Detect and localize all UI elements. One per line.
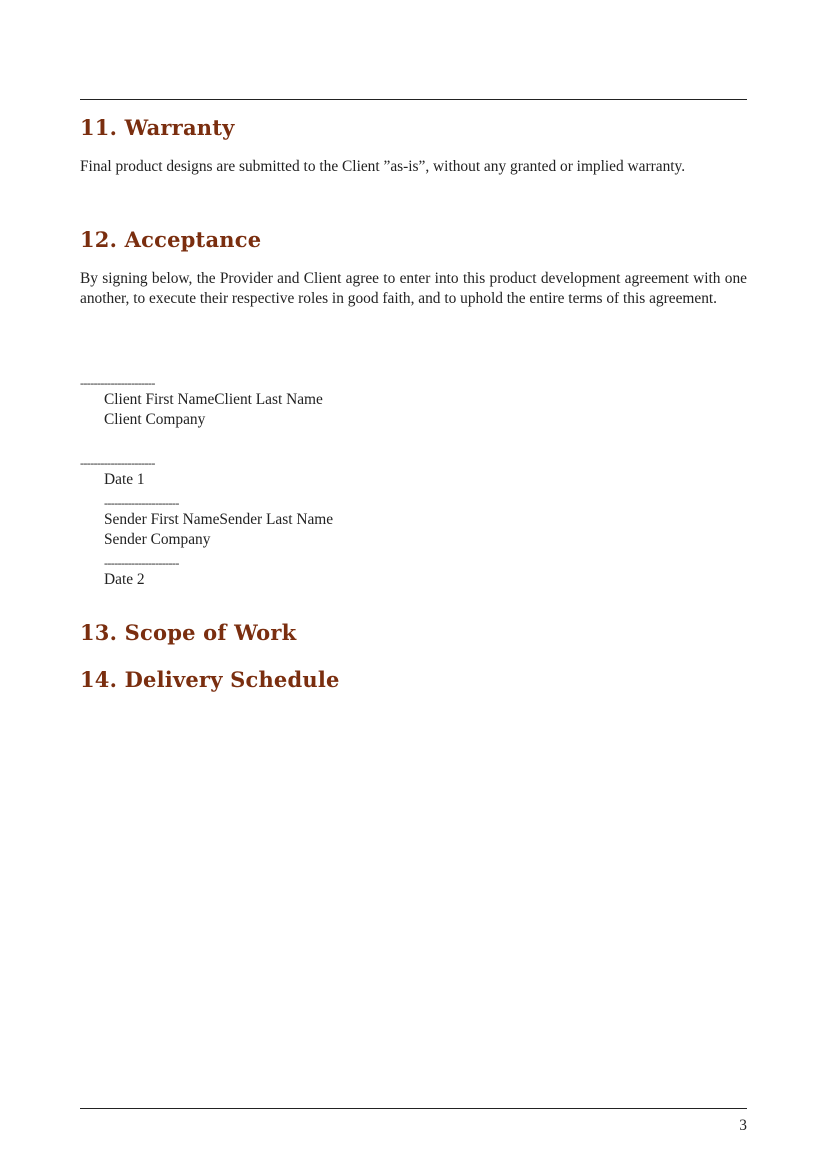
sender-company: Sender Company xyxy=(104,531,211,548)
section-title-acceptance: 12. Acceptance xyxy=(80,227,262,252)
warranty-text: Final product designs are submitted to the Client ”as-is”, without any granted or implied warranty. xyxy=(80,158,686,175)
sender-date-line: ---------------------- xyxy=(104,556,179,570)
sender-name: Sender First NameSender Last Name xyxy=(104,511,334,528)
client-signature-line: ---------------------- xyxy=(80,376,155,390)
acceptance-text: By signing below, the Provider and Client agree to enter into this product development agreement with one another, to execute their respective roles in good faith, and to uphold the entire terms of this agreement. xyxy=(80,270,747,307)
section-title-scope: 13. Scope of Work xyxy=(80,620,297,645)
client-date-line: ---------------------- xyxy=(80,456,155,470)
date-1: Date 1 xyxy=(104,471,145,488)
client-company: Client Company xyxy=(104,411,206,428)
section-title-warranty: 11. Warranty xyxy=(80,115,235,140)
client-name: Client First NameClient Last Name xyxy=(104,391,323,408)
date-2: Date 2 xyxy=(104,571,145,588)
header-rule xyxy=(80,99,747,100)
section-title-delivery: 14. Delivery Schedule xyxy=(80,667,340,692)
sender-signature-line: ---------------------- xyxy=(104,496,179,510)
page-number: 3 xyxy=(739,1117,747,1134)
footer-rule xyxy=(80,1108,747,1109)
